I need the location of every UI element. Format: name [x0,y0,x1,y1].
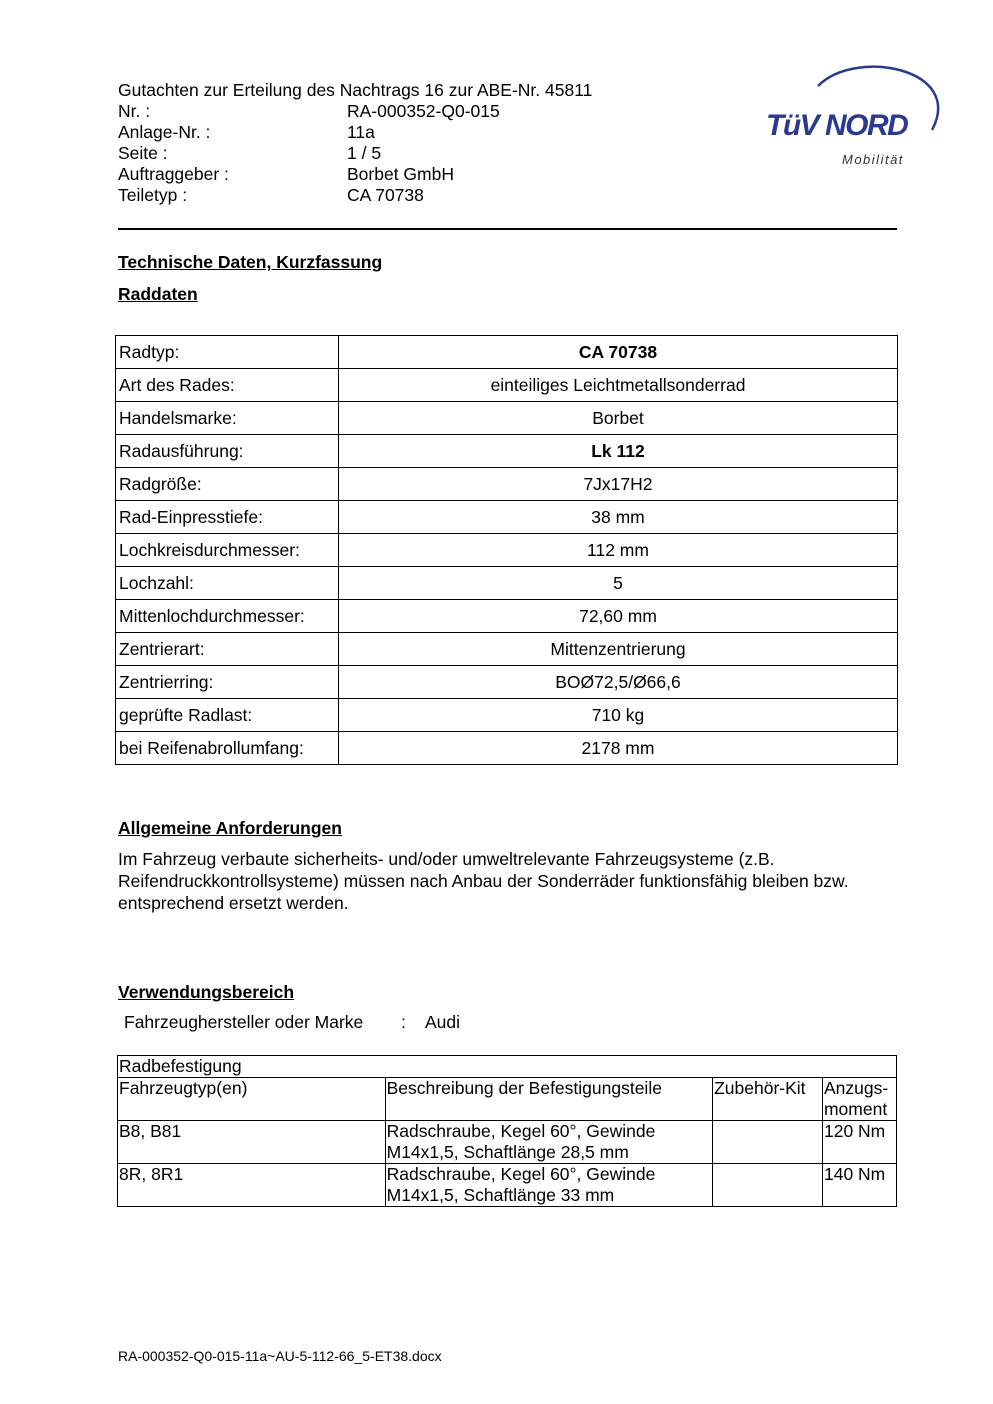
cell-kit [713,1164,823,1207]
table-row [116,468,898,501]
logo-graphic [760,58,950,173]
header-label: Anlage-Nr. : [118,122,211,142]
column-header: Zubehör-Kit [713,1078,823,1121]
manufacturer-value: Audi [425,1012,461,1032]
header-label: Nr. : [118,101,151,121]
allgemeine-paragraph: Im Fahrzeug verbaute sicherheits- und/oder umweltrelevante Fahrzeugsysteme (z.B. Reifendruckkontrollsysteme) müssen nach Anbau der Sonderräder funktionsfähig bleiben bzw. entsprechend ersetzt werden. [118,849,849,913]
cell-vehicle-types: B8, B81 [118,1121,386,1164]
cell-description: Radschraube, Kegel 60°, Gewinde M14x1,5, Schaftlänge 33 mm [385,1164,712,1207]
heading-raddaten: Raddaten [118,284,198,304]
header-row-auftraggeber [118,164,592,185]
table-row [116,369,898,402]
header-value: RA-000352-Q0-015 [347,101,500,121]
table-row [116,501,898,534]
row-label: Mittenlochdurchmesser: [116,600,339,633]
row-value: 112 mm [339,534,898,567]
row-value: BOØ72,5/Ø66,6 [339,666,898,699]
table-row [116,435,898,468]
table-row [116,633,898,666]
table-row [116,567,898,600]
logo-subtitle: Mobilität [842,152,904,167]
row-label: Zentrierart: [116,633,339,666]
table-row [116,666,898,699]
heading-allgemeine-anforderungen: Allgemeine Anforderungen [118,818,342,838]
logo-brand: TüV NORD [766,109,908,142]
table-row [118,1121,897,1164]
table-row [116,600,898,633]
table-row [116,336,898,369]
footer-filename: RA-000352-Q0-015-11a~AU-5-112-66_5-ET38.docx [118,1348,442,1364]
row-value: 7Jx17H2 [339,468,898,501]
row-label: Rad-Einpresstiefe: [116,501,339,534]
document-header [118,80,592,206]
row-label: Radgröße: [116,468,339,501]
row-value: 710 kg [339,699,898,732]
row-value: Borbet [339,402,898,435]
cell-kit [713,1121,823,1164]
manufacturer-line [124,1012,460,1033]
row-value: Lk 112 [339,435,898,468]
heading-verwendungsbereich: Verwendungsbereich [118,982,295,1002]
row-label: Zentrierring: [116,666,339,699]
row-value: 72,60 mm [339,600,898,633]
table-title: Radbefestigung [118,1056,897,1078]
cell-description: Radschraube, Kegel 60°, Gewinde M14x1,5, Schaftlänge 28,5 mm [385,1121,712,1164]
cell-torque: 140 Nm [822,1164,896,1207]
row-label: Radtyp: [116,336,339,369]
header-value: 11a [347,122,375,142]
radbefestigung-table [117,1055,897,1207]
row-label: Art des Rades: [116,369,339,402]
cell-torque: 120 Nm [822,1121,896,1164]
cell-vehicle-types: 8R, 8R1 [118,1164,386,1207]
tuv-nord-logo [760,58,950,173]
row-label: bei Reifenabrollumfang: [116,732,339,765]
row-value: 2178 mm [339,732,898,765]
row-label: Lochkreisdurchmesser: [116,534,339,567]
table-title-row [118,1056,897,1078]
header-row-teiletyp [118,185,592,206]
header-label: Auftraggeber : [118,164,229,184]
heading-technische-daten: Technische Daten, Kurzfassung [118,252,383,272]
column-header: Anzugs-moment [822,1078,896,1121]
row-label: Handelsmarke: [116,402,339,435]
header-row-anlage [118,122,592,143]
header-value: 1 / 5 [347,143,382,163]
table-row [116,732,898,765]
row-value: 38 mm [339,501,898,534]
header-row-nr [118,101,592,122]
row-label: Radausführung: [116,435,339,468]
row-value: einteiliges Leichtmetallsonderrad [339,369,898,402]
header-value: Borbet GmbH [347,164,454,184]
raddaten-table [115,335,898,765]
row-value: 5 [339,567,898,600]
column-header: Fahrzeugtyp(en) [118,1078,386,1121]
header-row-seite [118,143,592,164]
table-row [118,1164,897,1207]
table-row [116,402,898,435]
header-label: Seite : [118,143,168,163]
row-label: Lochzahl: [116,567,339,600]
table-header-row [118,1078,897,1121]
header-value: CA 70738 [347,185,424,205]
report-title: Gutachten zur Erteilung des Nachtrags 16 zur ABE-Nr. 45811 [118,80,593,100]
header-divider [118,228,897,230]
row-value: Mittenzentrierung [339,633,898,666]
row-value: CA 70738 [339,336,898,369]
table-row [116,699,898,732]
manufacturer-label: Fahrzeughersteller oder Marke [124,1012,364,1032]
column-header: Beschreibung der Befestigungsteile [385,1078,712,1121]
manufacturer-colon: : [401,1012,406,1032]
table-row [116,534,898,567]
row-label: geprüfte Radlast: [116,699,339,732]
header-label: Teiletyp : [118,185,188,205]
